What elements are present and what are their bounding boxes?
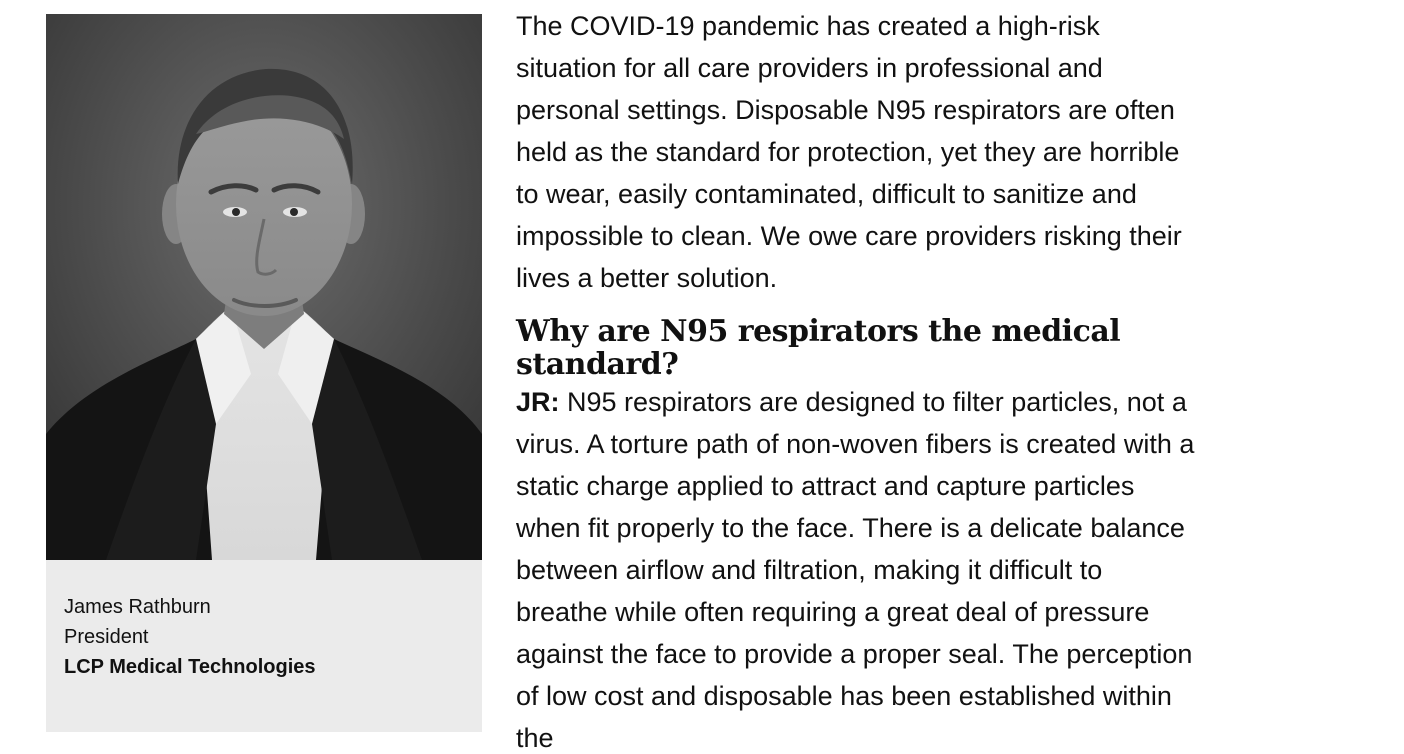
profile-name: James Rathburn: [64, 596, 211, 618]
answer-paragraph: [516, 381, 1196, 754]
profile-photo: [46, 14, 482, 560]
profile-card: [46, 14, 482, 732]
profile-caption: [64, 592, 316, 682]
portrait-image: [46, 14, 482, 560]
profile-company: LCP Medical Technologies: [64, 656, 316, 678]
profile-role: President: [64, 626, 149, 648]
question-heading: Why are N95 respirators the medical standard?: [516, 314, 1121, 382]
intro-paragraph: The COVID-19 pandemic has created a high-risk situation for all care providers in professional and personal settings. Disposable N95 respirators are often held as the standard for protection, yet they are horrible to wear, easily contaminated, difficult to sanitize and impossible to clean. We owe care providers risking their lives a better solution.: [516, 11, 1182, 293]
article-body: [516, 5, 1196, 754]
speaker-label: JR:: [516, 387, 560, 417]
answer-text: N95 respirators are designed to filter particles, not a virus. A torture path of non-woven fibers is created with a static charge applied to attract and capture particles when fit properly to the face. There is a delicate balance between airflow and filtration, making it difficult to breathe while often requiring a great deal of pressure against the face to provide a proper seal. The perception of low cost and disposable has been established within the: [516, 387, 1195, 753]
